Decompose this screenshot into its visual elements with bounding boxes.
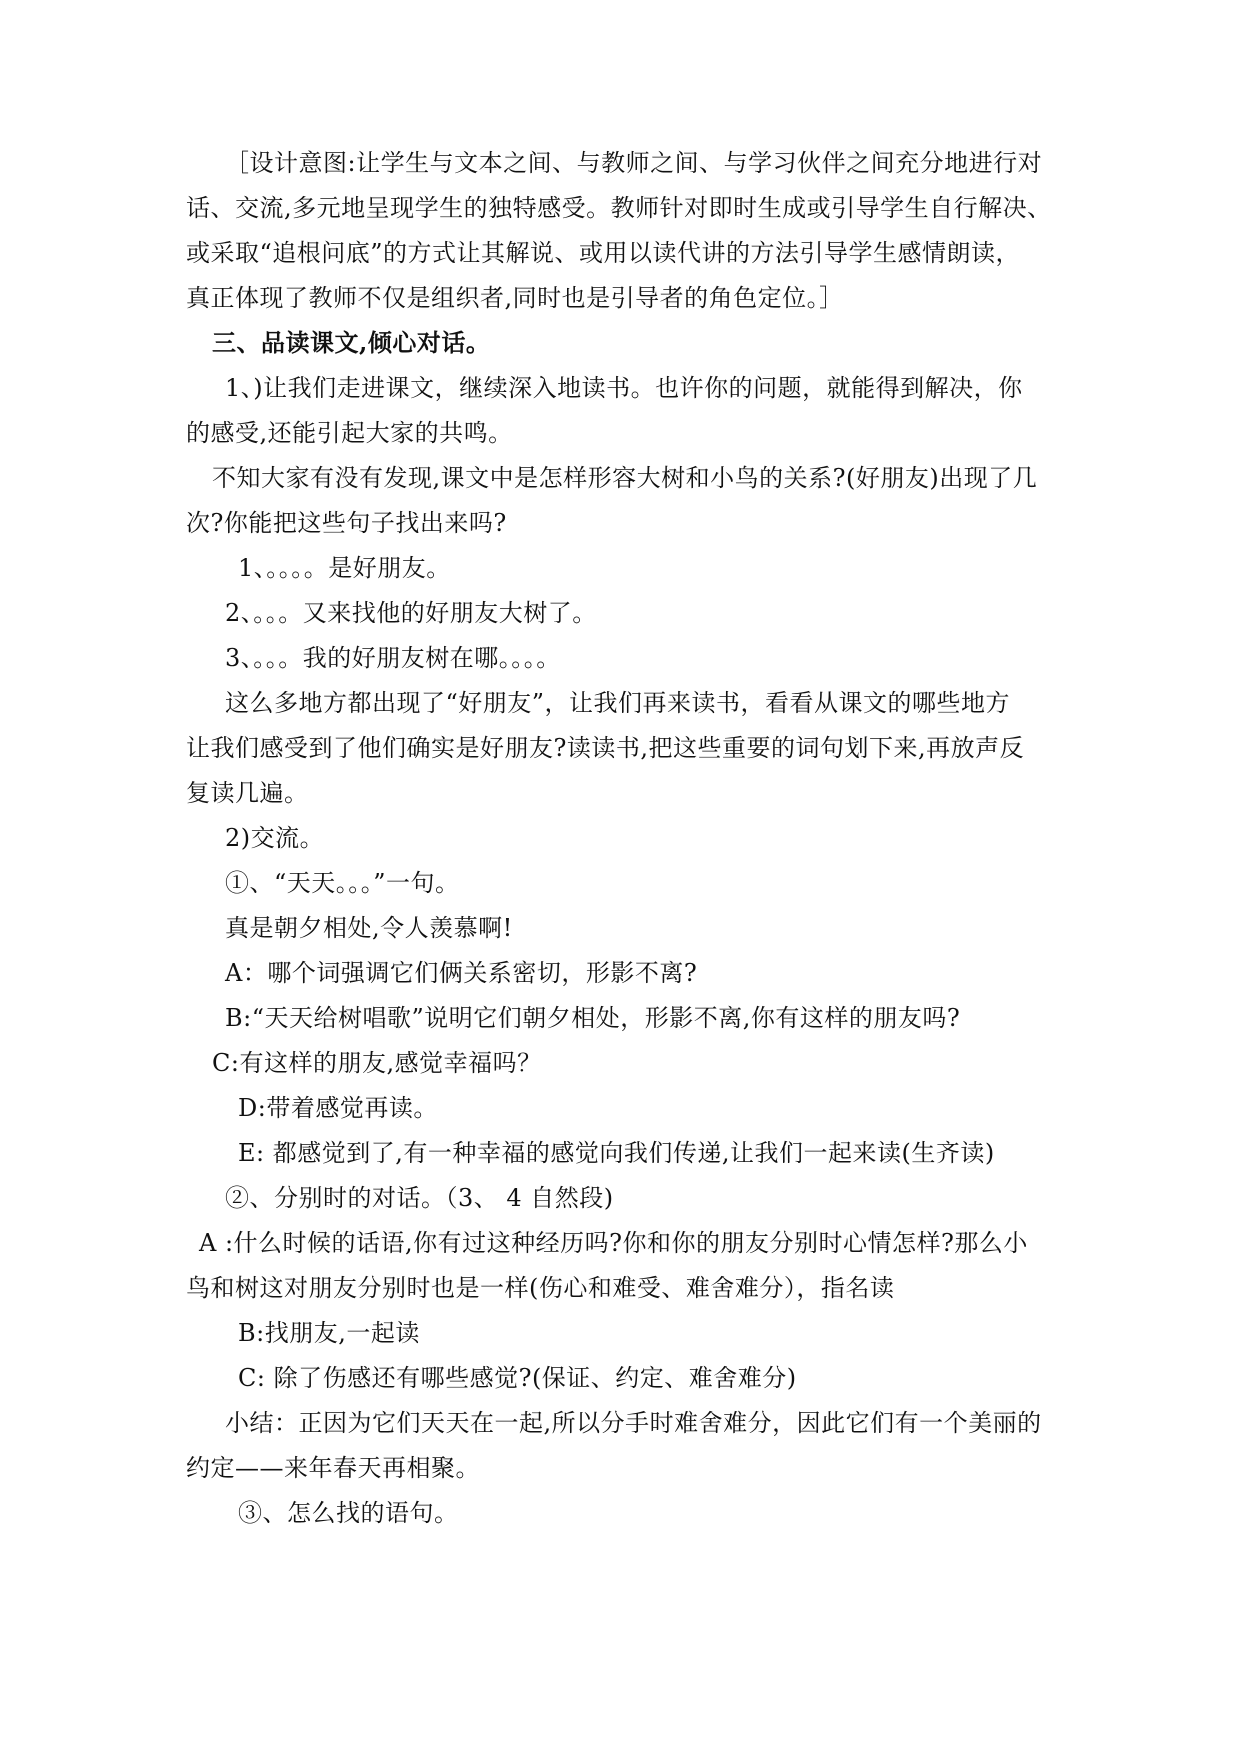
list-item: ②、分别时的对话。（3、 4 自然段) (225, 1184, 614, 1212)
list-item: C:有这样的朋友,感觉幸福吗？ (212, 1049, 542, 1077)
paragraph-line: 不知大家有没有发现,课文中是怎样形容大树和小鸟的关系?(好朋友)出现了几 (212, 464, 1038, 492)
paragraph-line: 鸟和树这对朋友分别时也是一样(伤心和难受、难舍难分），指名读 (186, 1274, 895, 1302)
paragraph-line: 次?你能把这些句子找出来吗? (186, 509, 507, 537)
list-item: ①、“天天。。。”一句。 (225, 869, 460, 897)
paragraph-line: 的感受,还能引起大家的共鸣。 (186, 419, 513, 447)
list-item: 3、。。。我的好朋友树在哪。。。。 (225, 644, 561, 672)
list-item: E: 都感觉到了,有一种幸福的感觉向我们传递,让我们一起来读(生齐读) (238, 1139, 995, 1167)
list-item: D:带着感觉再读。 (238, 1094, 438, 1122)
subheading: 2)交流。 (225, 824, 325, 852)
design-intent-line-2: 话、交流,多元地呈现学生的独特感受。教师针对即时生成或引导学生自行解决、 (186, 194, 1052, 222)
list-item: 2、。。。又来找他的好朋友大树了。 (225, 599, 597, 627)
summary-line: 小结：正因为它们天天在一起,所以分手时难舍难分，因此它们有一个美丽的 (225, 1409, 1042, 1437)
summary-line: 约定——来年春天再相聚。 (186, 1454, 480, 1482)
list-item: B:找朋友,一起读 (238, 1319, 420, 1347)
list-item: A :什么时候的话语,你有过这种经历吗?你和你的朋友分别时心情怎样?那么小 (199, 1229, 1028, 1257)
paragraph-line: 1、)让我们走进课文，继续深入地读书。也许你的问题，就能得到解决，你 (225, 374, 1023, 402)
list-item: B:“天天给树唱歌”说明它们朝夕相处，形影不离,你有这样的朋友吗? (225, 1004, 961, 1032)
design-intent-line-3: 或采取“追根问底”的方式让其解说、或用以读代讲的方法引导学生感情朗读， (186, 239, 1021, 267)
list-item: ③、怎么找的语句。 (238, 1499, 459, 1527)
list-item: A：哪个词强调它们俩关系密切，形影不离? (225, 959, 698, 987)
paragraph-line: 这么多地方都出现了“好朋友”，让我们再来读书，看看从课文的哪些地方 (225, 689, 1011, 717)
design-intent-line-1: ［设计意图:让学生与文本之间、与教师之间、与学习伙伴之间充分地进行对 (225, 149, 1043, 177)
section-heading: 三、品读课文,倾心对话。 (212, 328, 491, 357)
paragraph-line: 复读几遍。 (186, 779, 309, 807)
list-item: C: 除了伤感还有哪些感觉?(保证、约定、难舍难分) (238, 1364, 797, 1392)
paragraph-line: 真是朝夕相处,令人羡慕啊! (225, 914, 513, 942)
paragraph-line: 让我们感受到了他们确实是好朋友?读读书,把这些重要的词句划下来,再放声反 (186, 734, 1025, 762)
design-intent-line-4: 真正体现了教师不仅是组织者,同时也是引导者的角色定位。］ (186, 284, 844, 312)
list-item: 1、。。。。是好朋友。 (238, 554, 451, 582)
